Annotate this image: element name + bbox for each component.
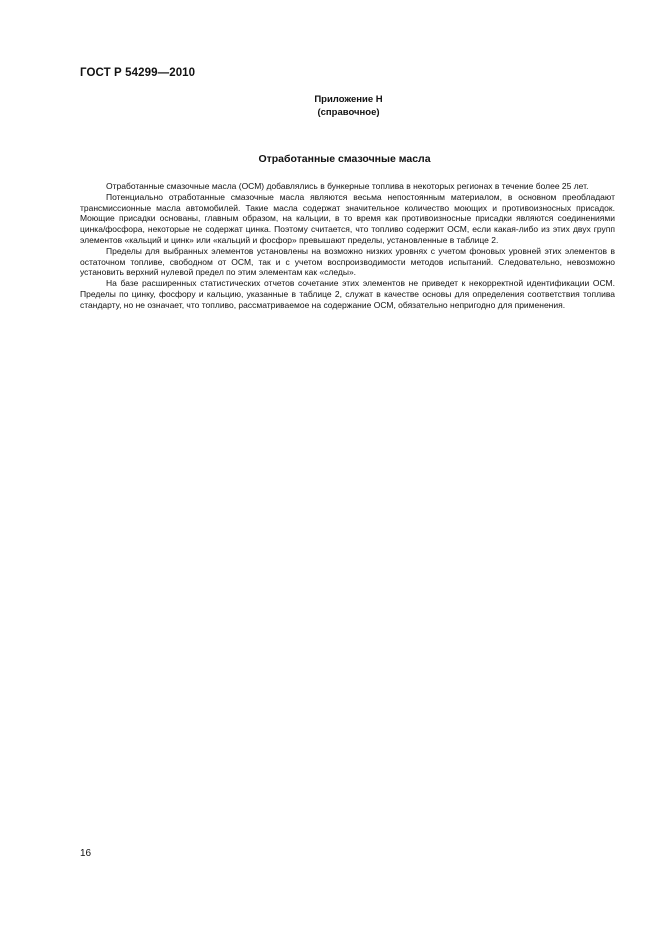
appendix-label: Приложение Н [314,94,383,105]
appendix-note: (справочное) [317,107,380,118]
section-title: Отработанные смазочные масла [258,153,431,165]
paragraph: Пределы для выбранных элементов установлены на возможно низких уровнях с учетом фоновых уровней этих элементов в остаточном топливе, свободном от ОСМ, так и с учетом воспроизводимости методов испытаний. Следовательно, невозможно установить верхний нулевой предел по этим элементам как «следы». [80,245,615,278]
appendix-heading [18,93,661,119]
body-text [80,181,615,311]
paragraph: Отработанные смазочные масла (ОСМ) добавлялись в бункерные топлива в некоторых регионах в течение более 25 лет. [106,181,589,191]
standard-code: ГОСТ Р 54299—2010 [80,67,196,79]
page-number: 16 [80,848,92,859]
paragraph: На базе расширенных статистических отчетов сочетание этих элементов не приведет к некорректной идентификации ОСМ. Пределы по цинку, фосфору и кальцию, указанные в таблице 2, служат в качестве основы для определения соответствия топлива стандарту, но не означает, что топливо, рассматриваемое на содержание ОСМ, обязательно непригодно для применения. [80,278,615,310]
paragraph: Потенциально отработанные смазочные масла являются весьма непостоянным материалом, в основном преобладают трансмиссионные масла автомобилей. Такие масла содержат значительное количество моющих и противоизносных присадок. Моющие присадки основаны, главным образом, на кальции, в то время как противоизносные присадки являются соединениями цинка/фосфора, некоторые не содержат цинка. Поэтому считается, что топливо содержит ОСМ, если какая-либо из этих двух групп элементов «кальций и цинк» или «кальций и фосфор» превышают пределы, установленные в таблице 2. [80,191,615,245]
